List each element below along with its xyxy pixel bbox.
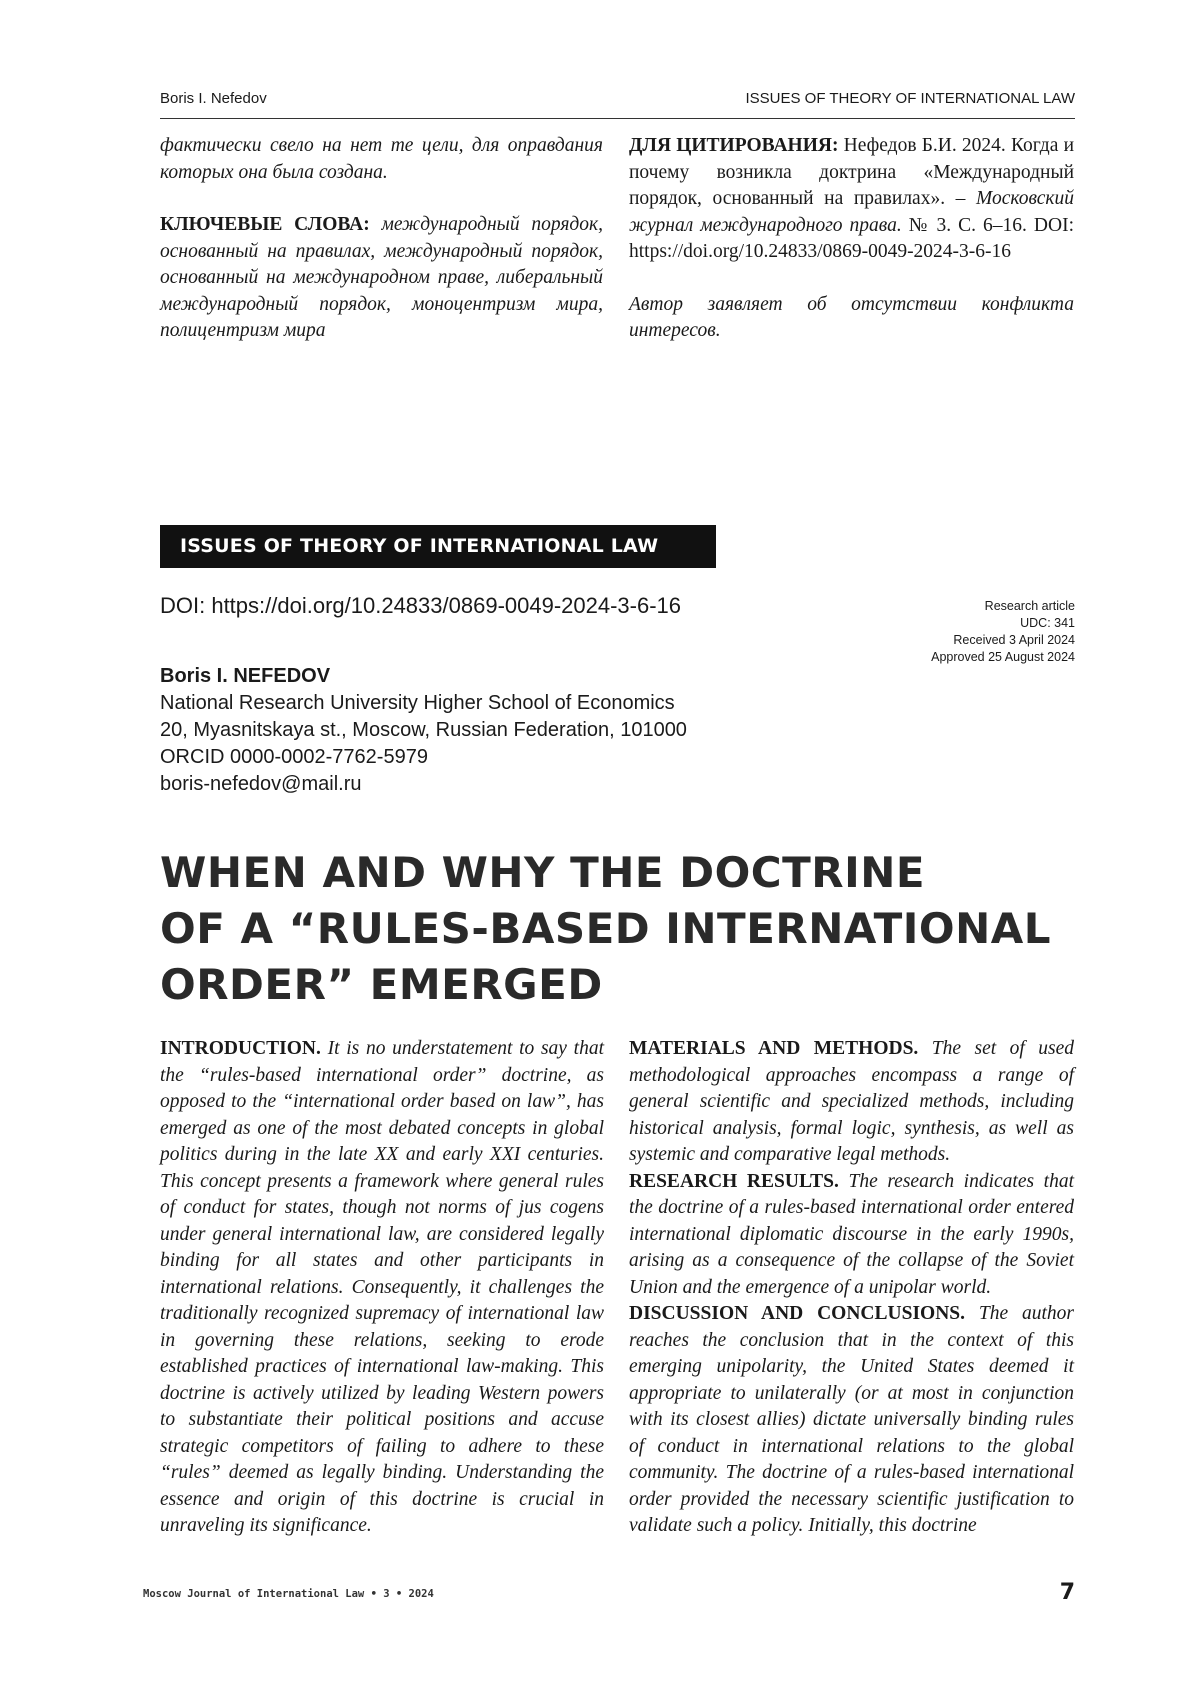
article-type: Research article [931, 598, 1075, 615]
russian-left-column [160, 133, 603, 345]
author-affiliation: National Research University Higher School of Economics [160, 690, 687, 717]
results-label: RESEARCH RESULTS. [629, 1171, 839, 1192]
russian-citation [629, 133, 1074, 266]
author-email: boris-nefedov@mail.ru [160, 771, 687, 798]
keywords-label: КЛЮЧЕВЫЕ СЛОВА: [160, 214, 370, 235]
title-line-2: OF A “RULES-BASED INTERNATIONAL [160, 901, 1060, 957]
citation-text-a: Нефедов Б.И. 2024. Когда и почему возникла доктрина «Международный порядок, основанный на правилах». – [629, 135, 1074, 209]
article-doi: DOI: https://doi.org/10.24833/0869-0049-2024-3-6-16 [160, 593, 681, 619]
methods-text: The set of used methodological approaches encompass a range of general scientific and specialized methods, including historical analysis, formal logic, synthesis, as well as systemic and comparative legal methods. [629, 1038, 1074, 1165]
running-head-author: Boris I. Nefedov [160, 90, 267, 107]
introduction-label: INTRODUCTION. [160, 1038, 321, 1059]
article-title [160, 845, 1060, 1013]
article-udc: UDC: 341 [931, 615, 1075, 632]
russian-keywords [160, 212, 603, 345]
introduction-text: It is no understatement to say that the “rules-based international order” doctrine, as opposed to the “international order based on law”, has emerged as one of the most debated concepts in global politics during in the late XX and early XXI centuries. This concept presents a framework where general rules of conduct for states, though not norms of jus cogens under general international law, are considered legally binding for all states and other participants in international relations. Consequently, it challenges the traditionally recognized supremacy of international law in governing these relations, seeking to erode established practices of international law-making. This doctrine is actively utilized by leading Western powers to substantiate their political positions and accuse strategic competitors of failing to adhere to these “rules” deemed as legally binding. Understanding the essence and origin of this doctrine is crucial in unraveling its significance. [160, 1038, 604, 1536]
footer-journal: Moscow Journal of International Law • 3 • 2024 [143, 1588, 434, 1600]
title-line-1: WHEN AND WHY THE DOCTRINE [160, 845, 1060, 901]
article-approved: Approved 25 August 2024 [931, 649, 1075, 666]
abstract-discussion [629, 1301, 1074, 1540]
abstract-results [629, 1169, 1074, 1302]
citation-label: ДЛЯ ЦИТИРОВАНИЯ: [629, 135, 838, 156]
russian-right-column [629, 133, 1074, 345]
keywords-text: международный порядок, основанный на правилах, международный порядок, основанный на международном праве, либеральный международный порядок, моноцентризм мира, полицентризм мира [160, 214, 603, 341]
conflict-statement: Автор заявляет об отсутствии конфликта интересов. [629, 292, 1074, 345]
running-head [160, 90, 1075, 119]
article-received: Received 3 April 2024 [931, 632, 1075, 649]
section-banner: ISSUES OF THEORY OF INTERNATIONAL LAW [160, 525, 716, 568]
running-head-section: ISSUES OF THEORY OF INTERNATIONAL LAW [745, 90, 1075, 107]
title-line-3: ORDER” EMERGED [160, 957, 1060, 1013]
citation-journal: Московский журнал международного права. [629, 188, 1074, 236]
methods-label: MATERIALS AND METHODS. [629, 1038, 918, 1059]
abstract-right-column [629, 1036, 1074, 1540]
author-block [160, 663, 687, 798]
abstract-left-column [160, 1036, 604, 1540]
abstract-introduction [160, 1036, 604, 1540]
results-text: The research indicates that the doctrine of a rules-based international order entered international diplomatic discourse in the early 1990s, arising as a consequence of the collapse of the Soviet Union and the emergence of a unipolar world. [629, 1171, 1074, 1298]
author-name: Boris I. NEFEDOV [160, 663, 687, 690]
author-orcid: ORCID 0000-0002-7762-5979 [160, 744, 687, 771]
page-number: 7 [1060, 1580, 1075, 1605]
russian-abstract-end: фактически свело на нет те цели, для оправдания которых она была создана. [160, 133, 603, 186]
discussion-label: DISCUSSION AND CONCLUSIONS. [629, 1303, 965, 1324]
author-address: 20, Myasnitskaya st., Moscow, Russian Federation, 101000 [160, 717, 687, 744]
article-meta [931, 598, 1075, 666]
discussion-text: The author reaches the conclusion that in the context of this emerging unipolarity, the United States deemed it appropriate to unilaterally (or at most in conjunction with its closest allies) dictate universally binding rules of conduct in international relations to the global community. The doctrine of a rules-based international order provided the necessary scientific justification to validate such a policy. Initially, this doctrine [629, 1303, 1074, 1536]
abstract-methods [629, 1036, 1074, 1169]
citation-text-b: № 3. С. 6–16. DOI: https://doi.org/10.24833/0869-0049-2024-3-6-16 [629, 215, 1074, 263]
